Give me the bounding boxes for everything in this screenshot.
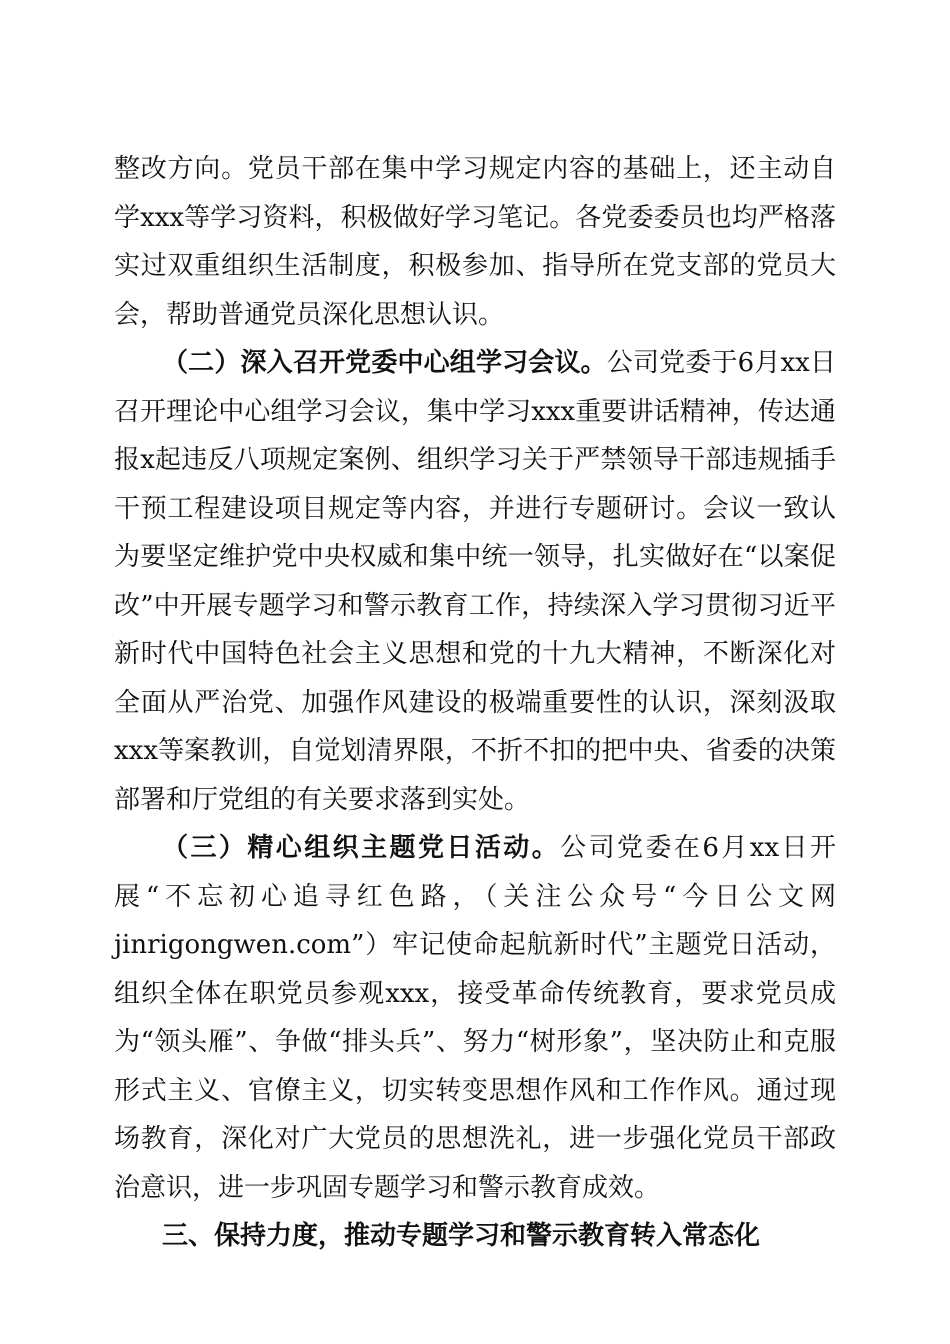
- paragraph-party-day-activity: [114, 824, 836, 1212]
- section-heading-three: 三、保持力度，推动专题学习和警示教育转入常态化: [162, 1221, 761, 1251]
- paragraph-text: 公司党委在6月xx日开展“不忘初心追寻红色路，（关注公众号“今日公文网jinrigongwen.com”）牢记使命起航新时代”主题党日活动，组织全体在职党员参观xxx，接受革命传统教育，要求党员成为“领头雁”、争做“排头兵”、努力“树形象”，坚决防止和克服形式主义、官僚主义，切实转变思想作风和工作作风。通过现场教育，深化对广大党员的思想洗礼，进一步强化党员干部政治意识，进一步巩固专题学习和警示教育成效。: [114, 833, 836, 1203]
- subheading-central-group-study: （二）深入召开党委中心组学习会议。: [162, 348, 607, 378]
- document-body: [114, 145, 836, 1261]
- paragraph-central-group-study: [114, 339, 836, 824]
- paragraph-text: 公司党委于6月xx日召开理论中心组学习会议，集中学习xxx重要讲话精神，传达通报x起违反八项规定案例、组织学习关于严禁领导干部违规插手干预工程建设项目规定等内容，并进行专题研讨。会议一致认为要坚定维护党中央权威和集中统一领导，扎实做好在“以案促改”中开展专题学习和警示教育工作，持续深入学习贯彻习近平新时代中国特色社会主义思想和党的十九大精神，不断深化对全面从严治党、加强作风建设的极端重要性的认识，深刻汲取xxx等案教训，自觉划清界限，不折不扣的把中央、省委的决策部署和厅党组的有关要求落到实处。: [114, 348, 836, 815]
- paragraph-continuation: [114, 145, 836, 339]
- paragraph-text: 整改方向。党员干部在集中学习规定内容的基础上，还主动自学xxx等学习资料，积极做好学习笔记。各党委委员也均严格落实过双重组织生活制度，积极参加、指导所在党支部的党员大会，帮助普通党员深化思想认识。: [114, 154, 836, 330]
- subheading-party-day-activity: （三）精心组织主题党日活动。: [162, 833, 561, 863]
